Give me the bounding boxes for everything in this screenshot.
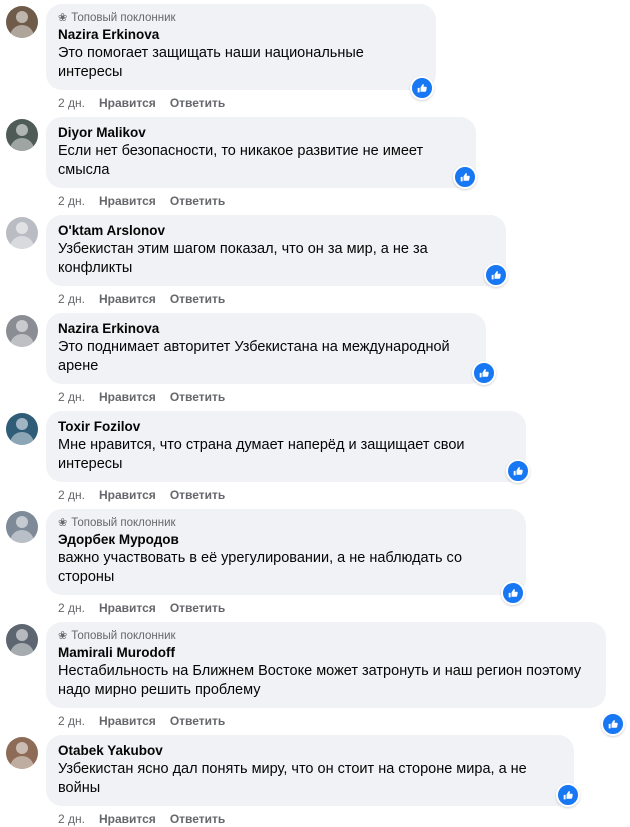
avatar[interactable] <box>6 624 38 656</box>
comment-actions <box>46 188 225 209</box>
comment-body <box>46 117 622 209</box>
comment-body <box>46 313 622 405</box>
comment-bubble <box>46 313 486 384</box>
like-button[interactable]: Нравится <box>98 96 156 110</box>
like-button[interactable]: Нравится <box>98 812 156 826</box>
comment-bubble <box>46 215 506 286</box>
comment-item <box>0 411 630 503</box>
avatar[interactable] <box>6 511 38 543</box>
reply-button[interactable]: Ответить <box>169 292 226 306</box>
comment-actions <box>46 806 225 827</box>
avatar[interactable] <box>6 6 38 38</box>
avatar[interactable] <box>6 315 38 347</box>
comment-author-name[interactable]: Mamirali Murodoff <box>58 645 175 660</box>
comment-author-name[interactable]: Эдорбек Муродов <box>58 532 179 547</box>
comment-timestamp: 2 дн. <box>58 96 85 110</box>
comment-item <box>0 4 630 111</box>
comment-body <box>46 509 622 616</box>
top-fan-text: Топовый поклонник <box>71 517 176 529</box>
comment-text: Узбекистан этим шагом показал, что он за мир, а не за конфликты <box>58 241 432 276</box>
reply-button[interactable]: Ответить <box>169 714 226 728</box>
like-button[interactable]: Нравится <box>98 714 156 728</box>
comment-author-name[interactable]: O'ktam Arslonov <box>58 223 165 238</box>
comment-text: Это поднимает авторитет Узбекистана на международной арене <box>58 339 454 374</box>
avatar[interactable] <box>6 413 38 445</box>
comment-item <box>0 313 630 405</box>
comment-body <box>46 622 622 729</box>
comment-author-name[interactable]: Diyor Malikov <box>58 125 146 140</box>
comment-author-name[interactable]: Toxir Fozilov <box>58 419 141 434</box>
comment-timestamp: 2 дн. <box>58 194 85 208</box>
comment-bubble <box>46 735 574 806</box>
comment-body <box>46 4 622 111</box>
like-button[interactable]: Нравится <box>98 390 156 404</box>
like-button[interactable]: Нравится <box>98 488 156 502</box>
comment-timestamp: 2 дн. <box>58 292 85 306</box>
comment-row <box>0 117 630 209</box>
comment-bubble <box>46 4 436 90</box>
comment-item <box>0 215 630 307</box>
comment-actions <box>46 708 225 729</box>
comment-timestamp: 2 дн. <box>58 601 85 615</box>
thumbs-up-icon[interactable] <box>472 361 496 385</box>
comment-timestamp: 2 дн. <box>58 390 85 404</box>
comment-item <box>0 622 630 729</box>
comment-author-name[interactable]: Nazira Erkinova <box>58 27 160 42</box>
comment-body <box>46 411 622 503</box>
comment-row <box>0 622 630 729</box>
comment-bubble <box>46 411 526 482</box>
comment-actions <box>46 482 225 503</box>
like-button[interactable]: Нравится <box>98 292 156 306</box>
comment-actions <box>46 286 225 307</box>
comment-timestamp: 2 дн. <box>58 812 85 826</box>
reply-button[interactable]: Ответить <box>169 194 226 208</box>
thumbs-up-icon[interactable] <box>556 783 580 807</box>
comment-text: Нестабильность на Ближнем Востоке может затронуть и наш регион поэтому надо мирно решить проблему <box>58 663 586 698</box>
thumbs-up-icon[interactable] <box>453 165 477 189</box>
comment-actions <box>46 384 225 405</box>
like-button[interactable]: Нравится <box>98 601 156 615</box>
top-fan-label <box>58 516 514 530</box>
comment-bubble <box>46 622 606 708</box>
avatar[interactable] <box>6 217 38 249</box>
comment-timestamp: 2 дн. <box>58 714 85 728</box>
comment-text: Это помогает защищать наши национальные интересы <box>58 45 368 80</box>
comment-text: Узбекистан ясно дал понять миру, что он стоит на стороне мира, а не войны <box>58 761 531 796</box>
comment-author-name[interactable]: Nazira Erkinova <box>58 321 160 336</box>
reply-button[interactable]: Ответить <box>169 96 226 110</box>
comment-item <box>0 735 630 827</box>
comment-bubble <box>46 509 526 595</box>
comment-text: Если нет безопасности, то никакое развитие не имеет смысла <box>58 143 428 178</box>
thumbs-up-icon[interactable] <box>501 581 525 605</box>
comment-body <box>46 215 622 307</box>
comment-author-name[interactable]: Otabek Yakubov <box>58 743 163 758</box>
reply-button[interactable]: Ответить <box>169 390 226 404</box>
thumbs-up-icon[interactable] <box>484 263 508 287</box>
like-button[interactable]: Нравится <box>98 194 156 208</box>
avatar[interactable] <box>6 119 38 151</box>
comment-text: важно участвовать в её урегулировании, а не наблюдать со стороны <box>58 550 467 585</box>
thumbs-up-icon[interactable] <box>601 712 625 736</box>
comment-item <box>0 509 630 616</box>
comment-row <box>0 735 630 827</box>
comment-row <box>0 215 630 307</box>
thumbs-up-icon[interactable] <box>506 459 530 483</box>
comment-timestamp: 2 дн. <box>58 488 85 502</box>
avatar[interactable] <box>6 737 38 769</box>
comment-row <box>0 4 630 111</box>
comment-text: Мне нравится, что страна думает наперёд и защищает свои интересы <box>58 437 469 472</box>
top-fan-text: Топовый поклонник <box>71 12 176 24</box>
top-fan-badge-icon: ❀ <box>58 516 68 529</box>
reply-button[interactable]: Ответить <box>169 601 226 615</box>
reply-button[interactable]: Ответить <box>169 812 226 826</box>
top-fan-label <box>58 629 594 643</box>
comment-item <box>0 117 630 209</box>
thumbs-up-icon[interactable] <box>410 76 434 100</box>
comment-actions <box>46 90 225 111</box>
top-fan-badge-icon: ❀ <box>58 629 68 642</box>
comment-bubble <box>46 117 476 188</box>
top-fan-label <box>58 11 424 25</box>
comment-row <box>0 411 630 503</box>
top-fan-text: Топовый поклонник <box>71 630 176 642</box>
comment-actions <box>46 595 225 616</box>
reply-button[interactable]: Ответить <box>169 488 226 502</box>
comment-row <box>0 509 630 616</box>
comment-row <box>0 313 630 405</box>
comment-body <box>46 735 622 827</box>
top-fan-badge-icon: ❀ <box>58 11 68 24</box>
